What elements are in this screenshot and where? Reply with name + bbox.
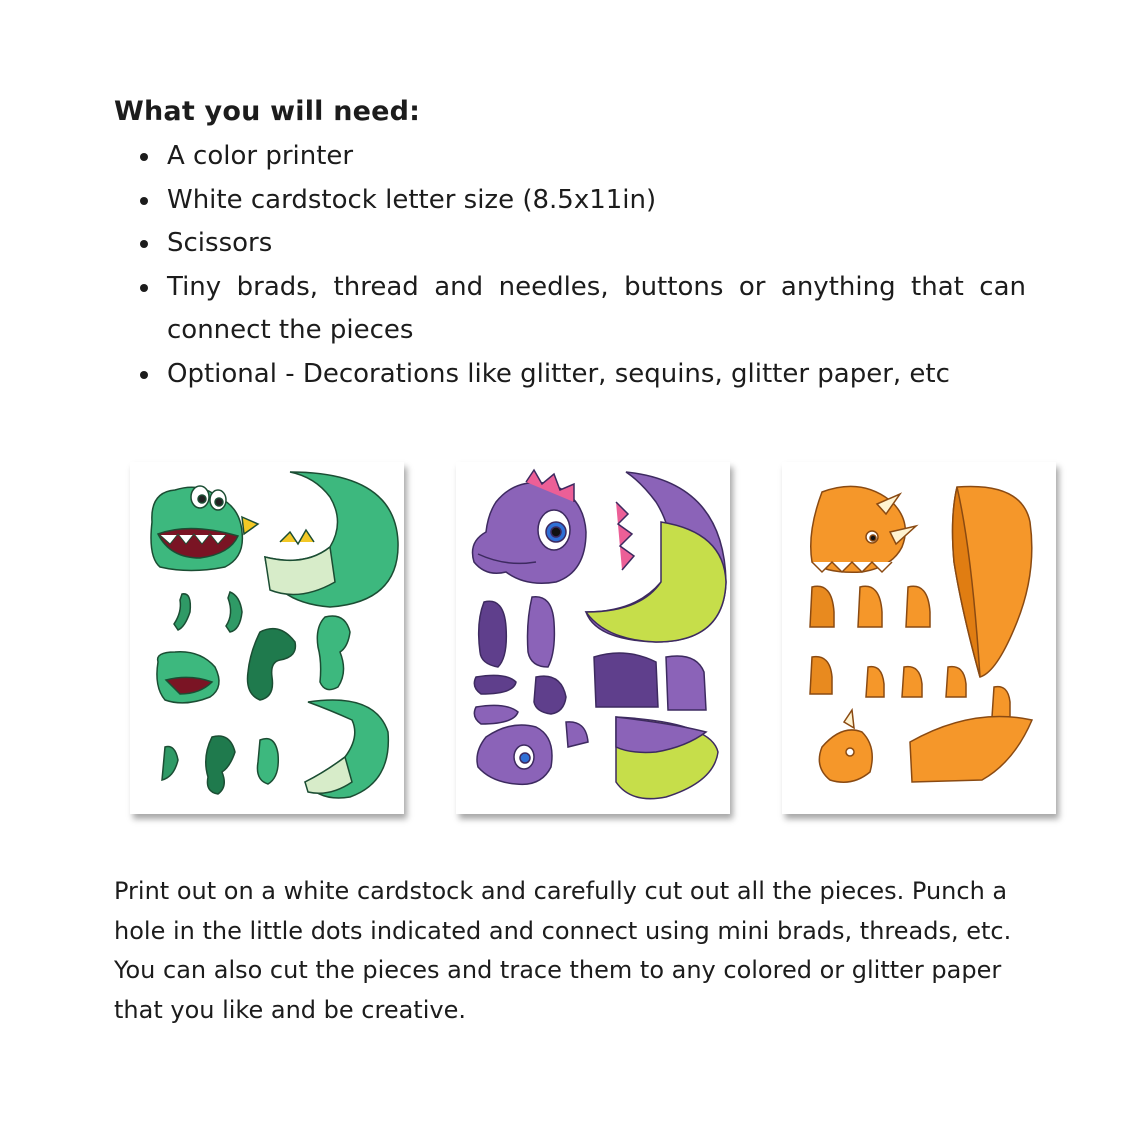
orange-dinosaur-sheet	[782, 462, 1056, 814]
materials-item-printer: A color printer	[140, 135, 1026, 179]
orange-dinosaur-pieces-illustration	[782, 462, 1056, 814]
green-dinosaur-pieces-illustration	[130, 462, 404, 814]
purple-dinosaur-sheet	[456, 462, 730, 814]
green-dinosaur-sheet	[130, 462, 404, 814]
materials-list	[114, 135, 1026, 396]
materials-item-decorations: Optional - Decorations like glitter, sequins, glitter paper, etc	[140, 353, 1026, 397]
instructions-paragraph: Print out on a white cardstock and carefully cut out all the pieces. Punch a hole in the little dots indicated and connect using mini brads, threads, etc. You can also cut the pieces and trace them to any colored or glitter paper that you like and be creative.	[114, 877, 1012, 1024]
materials-item-cardstock: White cardstock letter size (8.5x11in)	[140, 179, 1026, 223]
purple-dinosaur-pieces-illustration	[456, 462, 730, 814]
materials-item-connectors: Tiny brads, thread and needles, buttons or anything that can connect the pieces	[140, 266, 1026, 353]
materials-heading: What you will need:	[114, 96, 421, 127]
materials-item-scissors: Scissors	[140, 222, 1026, 266]
materials-section	[114, 96, 1026, 396]
